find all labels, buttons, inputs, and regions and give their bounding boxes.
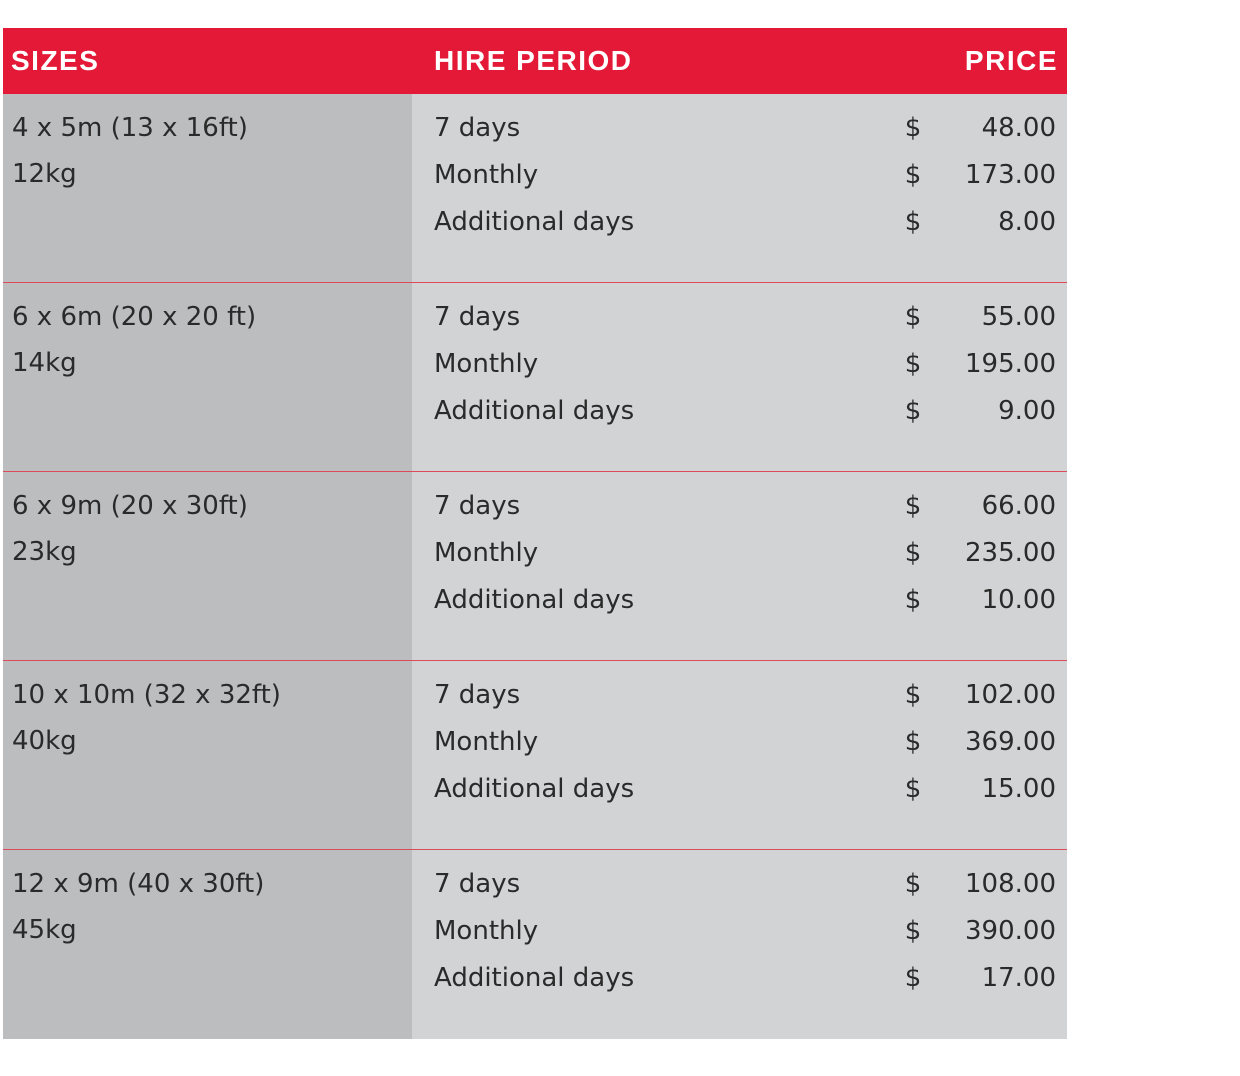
hire-period-label: Monthly [434, 349, 539, 379]
size-label: 6 x 9m (20 x 30ft) [12, 491, 248, 521]
header-sizes: SIZES [11, 45, 100, 76]
weight-label: 45kg [12, 915, 77, 945]
weight-label: 23kg [12, 537, 77, 567]
size-label: 10 x 10m (32 x 32ft) [12, 680, 281, 710]
size-label: 12 x 9m (40 x 30ft) [12, 869, 265, 899]
hire-period-label: Additional days [434, 774, 635, 804]
currency-symbol: $ [904, 585, 922, 615]
currency-symbol: $ [904, 869, 922, 899]
currency-symbol: $ [904, 491, 922, 521]
hire-period-label: 7 days [434, 680, 521, 710]
currency-symbol: $ [904, 538, 922, 568]
price-amount: 17.00 [981, 963, 1056, 993]
price-amount: 8.00 [998, 207, 1056, 237]
hire-period-label: Additional days [434, 396, 635, 426]
currency-symbol: $ [904, 302, 922, 332]
table-row-group [3, 94, 1067, 283]
price-amount: 173.00 [965, 160, 1056, 190]
currency-symbol: $ [904, 113, 922, 143]
table-header [3, 28, 1067, 94]
table-row-group [3, 661, 1067, 850]
header-price: PRICE [964, 45, 1058, 76]
hire-period-label: Additional days [434, 963, 635, 993]
price-amount: 102.00 [965, 680, 1056, 710]
hire-period-label: 7 days [434, 869, 521, 899]
hire-period-label: 7 days [434, 491, 521, 521]
table-row-group [3, 283, 1067, 472]
table-row-group [3, 472, 1067, 661]
currency-symbol: $ [904, 207, 922, 237]
price-amount: 108.00 [965, 869, 1056, 899]
currency-symbol: $ [904, 916, 922, 946]
hire-period-label: 7 days [434, 113, 521, 143]
hire-period-label: Monthly [434, 160, 539, 190]
table-row-group [3, 850, 1067, 1039]
table-body [3, 94, 1067, 1039]
price-amount: 195.00 [965, 349, 1056, 379]
weight-label: 14kg [12, 348, 77, 378]
currency-symbol: $ [904, 727, 922, 757]
currency-symbol: $ [904, 396, 922, 426]
price-amount: 55.00 [981, 302, 1056, 332]
currency-symbol: $ [904, 160, 922, 190]
price-amount: 9.00 [998, 396, 1056, 426]
hire-period-label: 7 days [434, 302, 521, 332]
currency-symbol: $ [904, 963, 922, 993]
header-hire-period: HIRE PERIOD [434, 45, 633, 76]
hire-period-label: Monthly [434, 538, 539, 568]
weight-label: 12kg [12, 159, 77, 189]
size-label: 6 x 6m (20 x 20 ft) [12, 302, 257, 332]
hire-period-label: Additional days [434, 585, 635, 615]
price-table [3, 28, 1067, 1039]
size-label: 4 x 5m (13 x 16ft) [12, 113, 248, 143]
currency-symbol: $ [904, 349, 922, 379]
price-amount: 48.00 [981, 113, 1056, 143]
price-amount: 369.00 [965, 727, 1056, 757]
price-amount: 15.00 [981, 774, 1056, 804]
currency-symbol: $ [904, 680, 922, 710]
currency-symbol: $ [904, 774, 922, 804]
price-amount: 66.00 [981, 491, 1056, 521]
price-amount: 390.00 [965, 916, 1056, 946]
hire-period-label: Monthly [434, 916, 539, 946]
hire-period-label: Monthly [434, 727, 539, 757]
price-amount: 10.00 [981, 585, 1056, 615]
price-amount: 235.00 [965, 538, 1056, 568]
weight-label: 40kg [12, 726, 77, 756]
hire-period-label: Additional days [434, 207, 635, 237]
